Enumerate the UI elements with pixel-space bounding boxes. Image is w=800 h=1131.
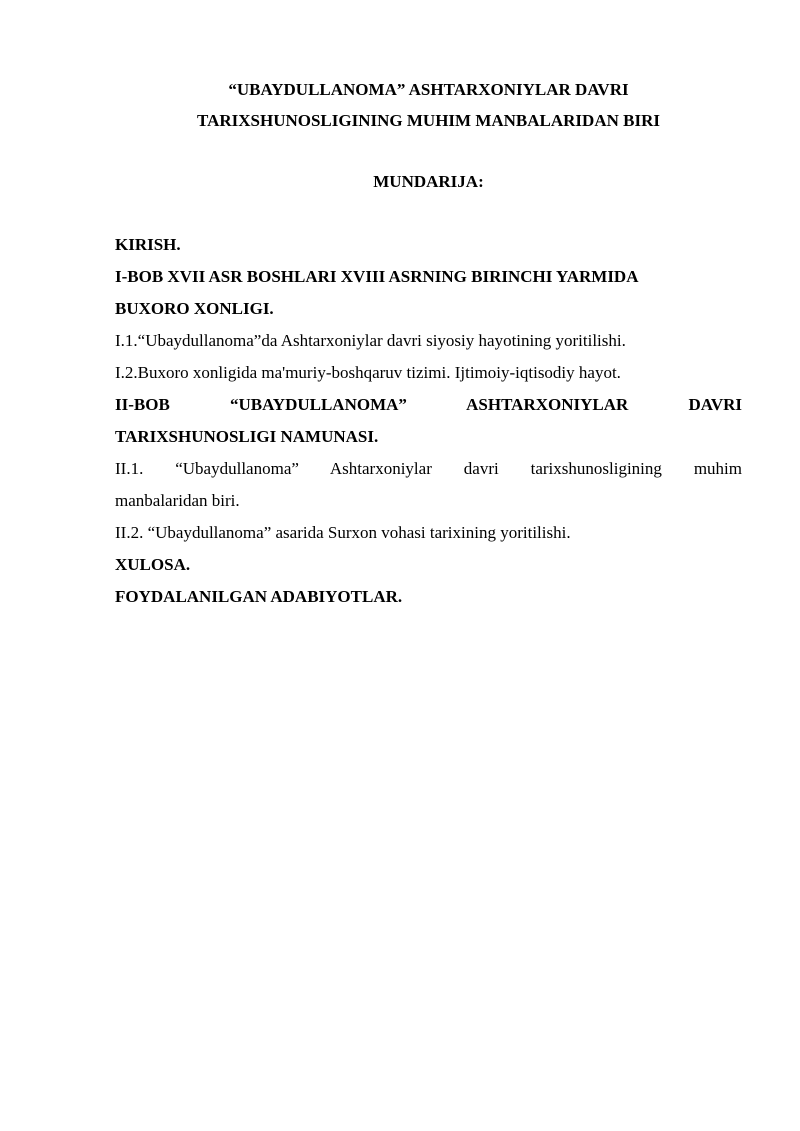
document-title-line-2: TARIXSHUNOSLIGINING MUHIM MANBALARIDAN BIRI	[197, 111, 660, 130]
toc-entry-chapter-2-line-1: II-BOB “UBAYDULLANOMA” ASHTARXONIYLAR DAVRI	[115, 395, 742, 414]
toc-heading: MUNDARIJA:	[373, 172, 484, 191]
document-page	[115, 74, 742, 613]
toc-entry-references: FOYDALANILGAN ADABIYOTLAR.	[115, 587, 403, 606]
toc-entry-chapter-2-line-2: TARIXSHUNOSLIGI NAMUNASI.	[115, 427, 379, 446]
toc-entry-section-1-1: I.1.“Ubaydullanoma”da Ashtarxoniylar davri siyosiy hayotining yoritilishi.	[115, 331, 626, 350]
toc-entry-section-2-1-line-2: manbalaridan biri.	[115, 491, 240, 510]
toc-entry-section-2-1-line-1: II.1. “Ubaydullanoma” Ashtarxoniylar davri tarixshunosligining muhim	[115, 459, 742, 478]
toc-entry-conclusion: XULOSA.	[115, 555, 191, 574]
toc-entry-chapter-1-line-2: BUXORO XONLIGI.	[115, 299, 274, 318]
toc-entry-chapter-1-line-1: I-BOB XVII ASR BOSHLARI XVIII ASRNING BIRINCHI YARMIDA	[115, 267, 639, 286]
document-title-line-1: “UBAYDULLANOMA” ASHTARXONIYLAR DAVRI	[228, 80, 629, 99]
toc-entry-section-1-2: I.2.Buxoro xonligida ma'muriy-boshqaruv tizimi. Ijtimoiy-iqtisodiy hayot.	[115, 363, 621, 382]
toc-entry-section-2-2: II.2. “Ubaydullanoma” asarida Surxon vohasi tarixining yoritilishi.	[115, 523, 571, 542]
toc-entry-introduction: KIRISH.	[115, 235, 181, 254]
table-of-contents	[115, 229, 742, 613]
